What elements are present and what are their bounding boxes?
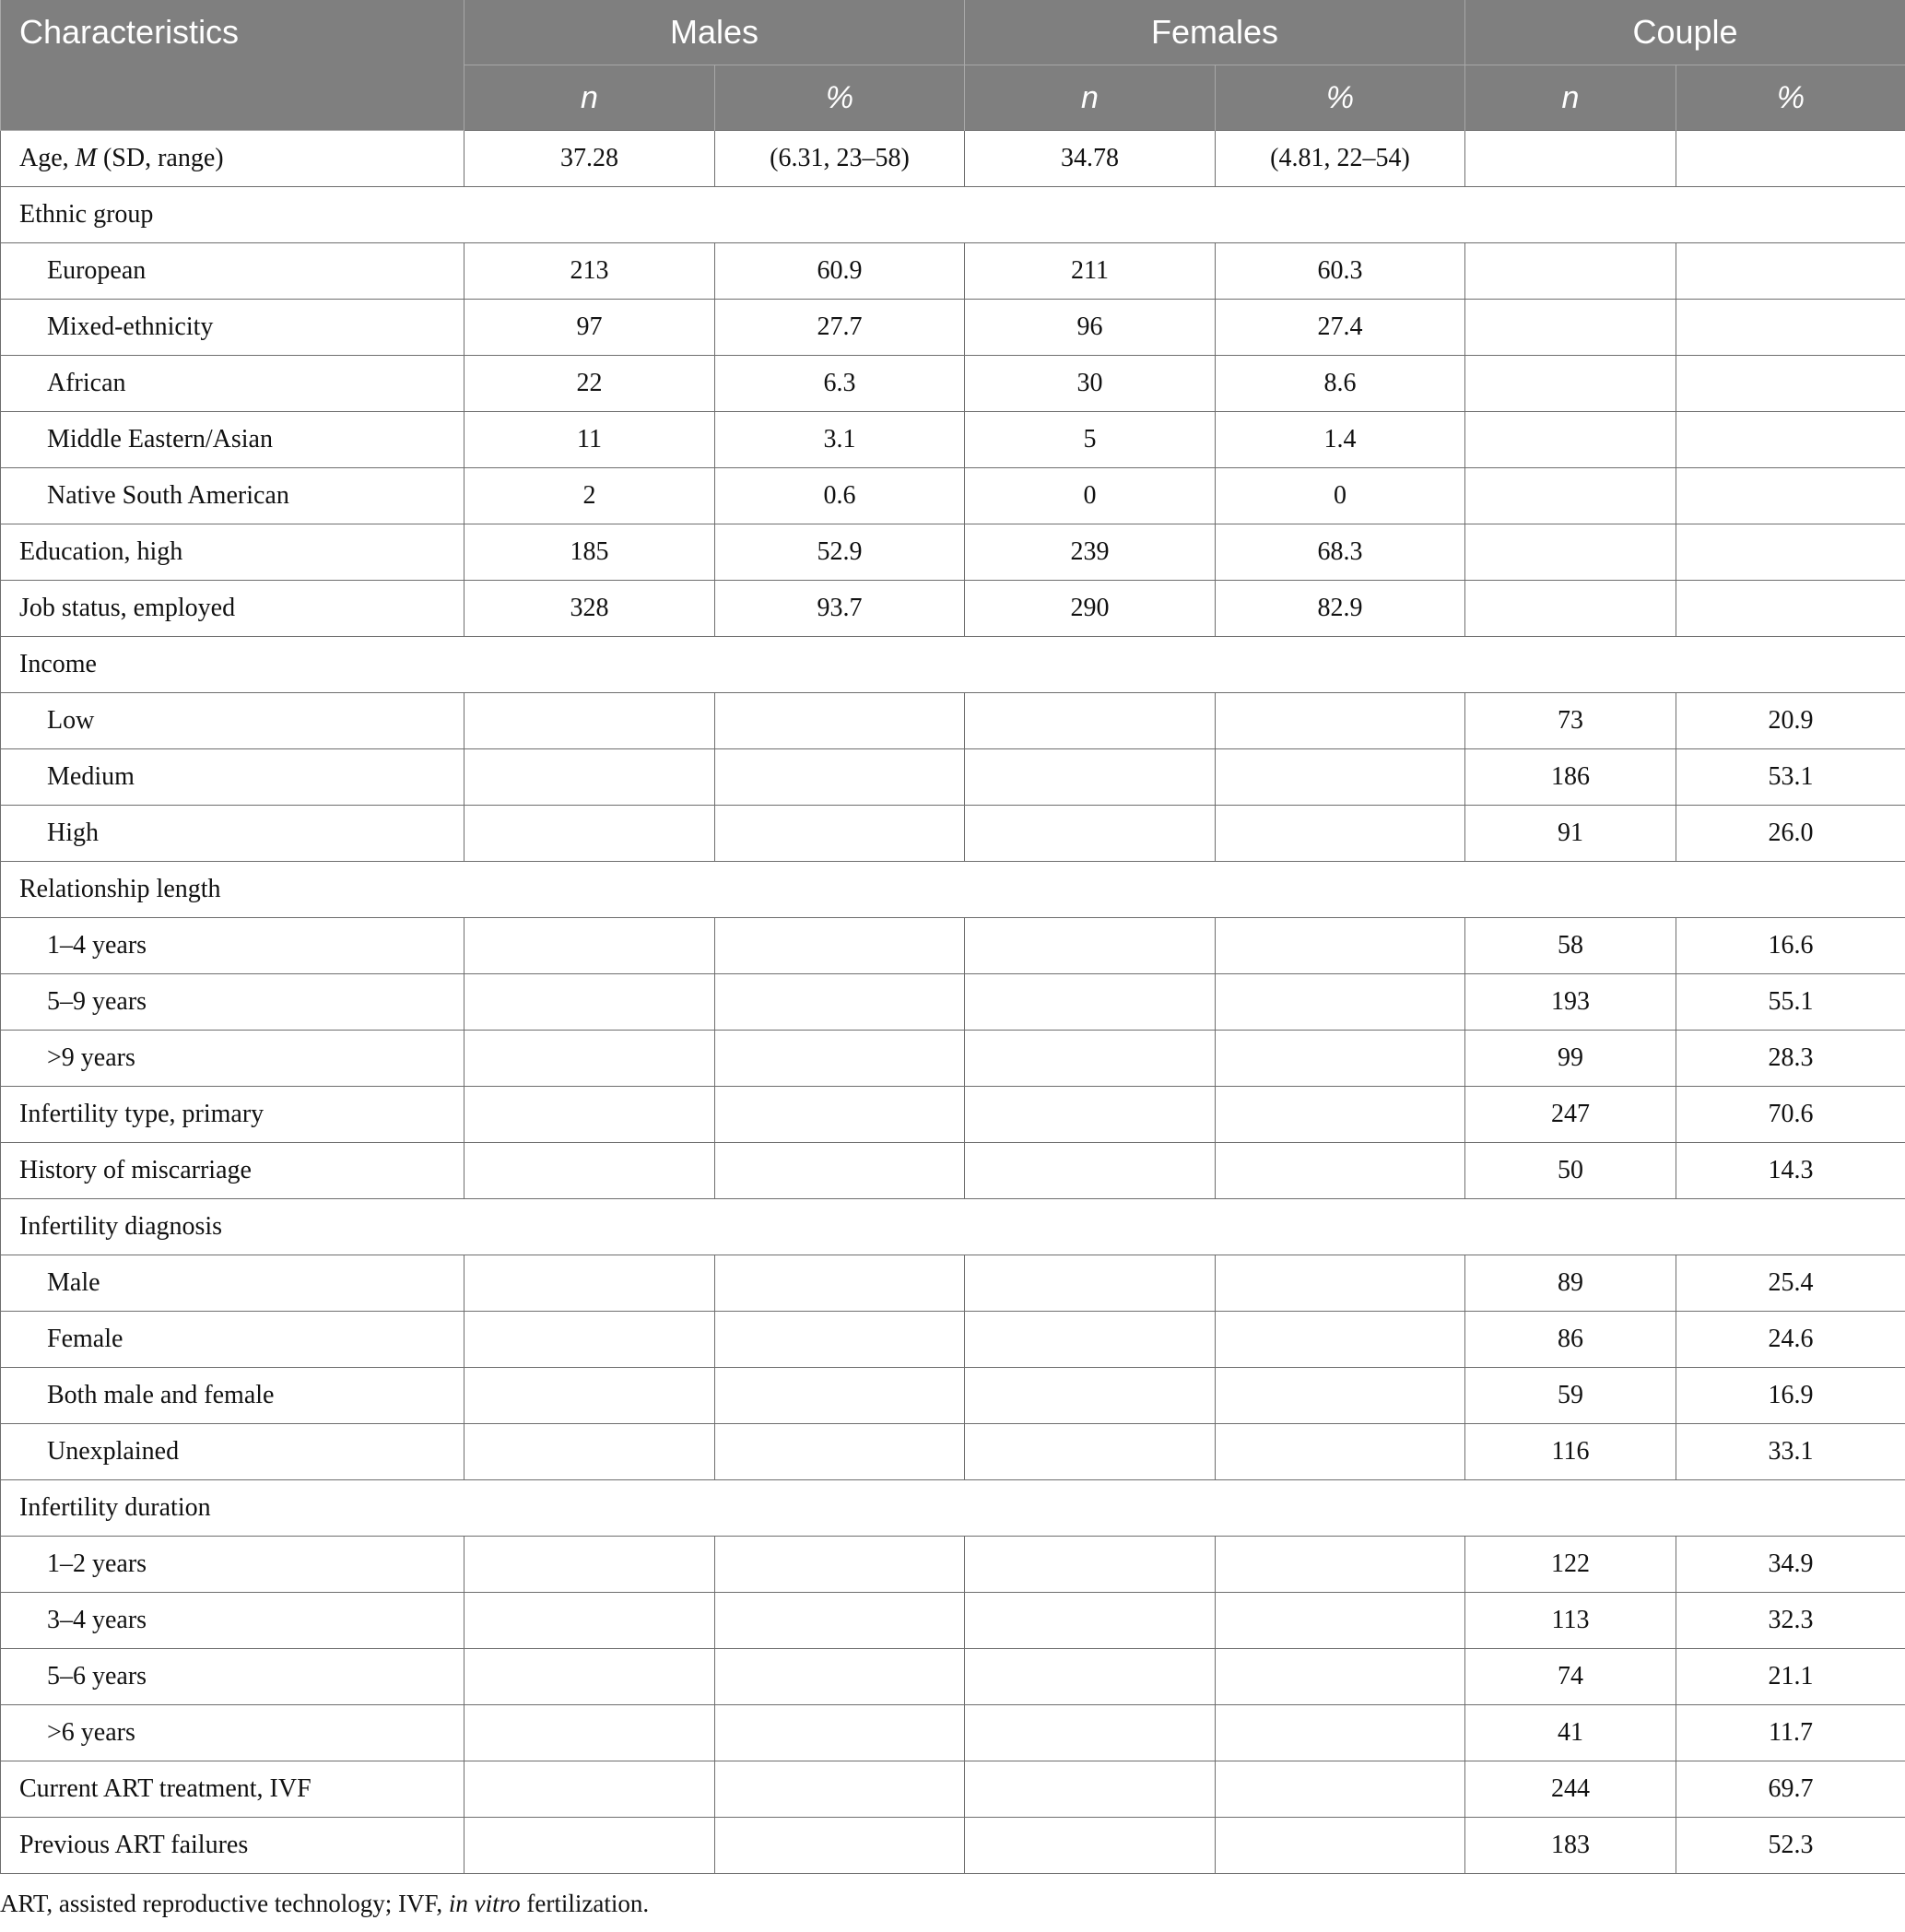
cell-males-pct: 27.7 — [715, 300, 965, 356]
cell-couple-n — [1465, 581, 1676, 637]
cell-females-pct — [1216, 1368, 1465, 1424]
cell-couple-pct — [1676, 356, 1905, 412]
cell-females-pct — [1216, 1593, 1465, 1649]
table-row — [1, 749, 1905, 806]
cell-couple-n: 113 — [1465, 1593, 1676, 1649]
row-label: >6 years — [1, 1705, 464, 1761]
table-row — [1, 1649, 1905, 1705]
cell-males-n — [464, 806, 715, 862]
cell-males-n: 185 — [464, 524, 715, 581]
header-males: Males — [464, 0, 965, 65]
cell-females-pct — [1216, 1649, 1465, 1705]
cell-females-n — [965, 1537, 1216, 1593]
cell-females-pct: 1.4 — [1216, 412, 1465, 468]
cell-couple-n: 244 — [1465, 1761, 1676, 1818]
row-label: Both male and female — [1, 1368, 464, 1424]
cell-couple-n: 74 — [1465, 1649, 1676, 1705]
cell-females-n: 290 — [965, 581, 1216, 637]
table-row — [1, 1368, 1905, 1424]
cell-females-n: 0 — [965, 468, 1216, 524]
cell-couple-pct — [1676, 581, 1905, 637]
cell-females-pct: 27.4 — [1216, 300, 1465, 356]
table-footnote — [0, 1890, 649, 1918]
cell-couple-n — [1465, 300, 1676, 356]
table-row — [1, 300, 1905, 356]
header-females-pct: % — [1216, 65, 1465, 131]
table-row — [1, 1424, 1905, 1480]
row-label-end: (SD, range) — [96, 144, 224, 172]
cell-couple-pct — [1676, 524, 1905, 581]
table-row — [1, 1087, 1905, 1143]
cell-males-pct — [715, 1031, 965, 1087]
table-row — [1, 1143, 1905, 1199]
cell-females-pct — [1216, 1143, 1465, 1199]
cell-couple-n: 86 — [1465, 1312, 1676, 1368]
cell-females-n — [965, 1368, 1216, 1424]
cell-couple-pct: 70.6 — [1676, 1087, 1905, 1143]
cell-females-pct — [1216, 1818, 1465, 1874]
cell-males-pct — [715, 974, 965, 1031]
table-row — [1, 131, 1905, 187]
table-row — [1, 187, 1905, 243]
cell-males-n — [464, 974, 715, 1031]
cell-females-pct — [1216, 1031, 1465, 1087]
cell-females-pct — [1216, 806, 1465, 862]
cell-couple-pct: 28.3 — [1676, 1031, 1905, 1087]
cell-males-n — [464, 749, 715, 806]
table-row — [1, 806, 1905, 862]
group-label: Income — [1, 637, 1905, 693]
cell-couple-pct: 26.0 — [1676, 806, 1905, 862]
cell-females-n — [965, 1087, 1216, 1143]
cell-females-pct — [1216, 974, 1465, 1031]
cell-females-pct — [1216, 1705, 1465, 1761]
cell-couple-pct — [1676, 131, 1905, 187]
cell-couple-pct: 25.4 — [1676, 1255, 1905, 1312]
cell-females-pct — [1216, 749, 1465, 806]
cell-couple-pct: 55.1 — [1676, 974, 1905, 1031]
cell-couple-pct: 24.6 — [1676, 1312, 1905, 1368]
cell-males-pct: 3.1 — [715, 412, 965, 468]
cell-males-n — [464, 1031, 715, 1087]
footnote-text-end: fertilization. — [520, 1890, 650, 1917]
cell-males-pct: 0.6 — [715, 468, 965, 524]
cell-couple-n: 247 — [1465, 1087, 1676, 1143]
cell-couple-n — [1465, 131, 1676, 187]
table-row — [1, 1199, 1905, 1255]
row-label: Medium — [1, 749, 464, 806]
cell-males-n: 328 — [464, 581, 715, 637]
cell-males-pct — [715, 1593, 965, 1649]
cell-females-n: 30 — [965, 356, 1216, 412]
cell-males-pct — [715, 806, 965, 862]
table-row — [1, 1705, 1905, 1761]
table-row — [1, 637, 1905, 693]
cell-females-n — [965, 1649, 1216, 1705]
cell-males-n — [464, 1368, 715, 1424]
cell-males-n — [464, 1705, 715, 1761]
table-row — [1, 862, 1905, 918]
row-label: Education, high — [1, 524, 464, 581]
cell-males-n — [464, 1761, 715, 1818]
header-characteristics: Characteristics — [1, 0, 464, 131]
cell-couple-pct — [1676, 300, 1905, 356]
cell-couple-n: 59 — [1465, 1368, 1676, 1424]
group-label: Infertility duration — [1, 1480, 1905, 1537]
cell-females-n: 5 — [965, 412, 1216, 468]
cell-males-n: 213 — [464, 243, 715, 300]
cell-males-n — [464, 1255, 715, 1312]
cell-couple-pct: 34.9 — [1676, 1537, 1905, 1593]
cell-couple-pct: 14.3 — [1676, 1143, 1905, 1199]
cell-males-pct: (6.31, 23–58) — [715, 131, 965, 187]
row-label-start: Age, — [19, 144, 76, 172]
row-label: 3–4 years — [1, 1593, 464, 1649]
cell-males-pct — [715, 1818, 965, 1874]
cell-males-pct — [715, 693, 965, 749]
cell-males-n — [464, 1424, 715, 1480]
cell-males-pct — [715, 1087, 965, 1143]
table-row — [1, 468, 1905, 524]
cell-females-pct: 0 — [1216, 468, 1465, 524]
row-label: Job status, employed — [1, 581, 464, 637]
cell-couple-pct: 32.3 — [1676, 1593, 1905, 1649]
group-label: Infertility diagnosis — [1, 1199, 1905, 1255]
footnote-text-italic: in vitro — [448, 1890, 521, 1917]
cell-couple-n: 73 — [1465, 693, 1676, 749]
row-label: 1–4 years — [1, 918, 464, 974]
cell-couple-n: 186 — [1465, 749, 1676, 806]
cell-females-n: 34.78 — [965, 131, 1216, 187]
table-header — [1, 0, 1905, 131]
cell-couple-pct: 16.9 — [1676, 1368, 1905, 1424]
cell-females-n — [965, 974, 1216, 1031]
table-row — [1, 1761, 1905, 1818]
table-row — [1, 1255, 1905, 1312]
cell-couple-n: 122 — [1465, 1537, 1676, 1593]
cell-couple-pct: 21.1 — [1676, 1649, 1905, 1705]
row-label: Male — [1, 1255, 464, 1312]
cell-males-pct — [715, 1368, 965, 1424]
header-females: Females — [965, 0, 1465, 65]
cell-females-pct — [1216, 1255, 1465, 1312]
cell-females-n: 96 — [965, 300, 1216, 356]
cell-males-pct: 60.9 — [715, 243, 965, 300]
cell-females-n — [965, 1761, 1216, 1818]
cell-females-n — [965, 1593, 1216, 1649]
cell-males-pct — [715, 1649, 965, 1705]
cell-couple-n — [1465, 524, 1676, 581]
cell-males-pct — [715, 749, 965, 806]
row-label: Native South American — [1, 468, 464, 524]
cell-couple-pct: 53.1 — [1676, 749, 1905, 806]
cell-males-n — [464, 1087, 715, 1143]
cell-females-pct: 82.9 — [1216, 581, 1465, 637]
table-row — [1, 1818, 1905, 1874]
cell-couple-pct: 52.3 — [1676, 1818, 1905, 1874]
cell-couple-n: 58 — [1465, 918, 1676, 974]
row-label: High — [1, 806, 464, 862]
row-label: History of miscarriage — [1, 1143, 464, 1199]
header-couple-n: n — [1465, 65, 1676, 131]
cell-females-pct: 60.3 — [1216, 243, 1465, 300]
cell-males-n: 2 — [464, 468, 715, 524]
table-row — [1, 412, 1905, 468]
row-label: Middle Eastern/Asian — [1, 412, 464, 468]
cell-males-pct — [715, 1312, 965, 1368]
cell-males-n: 11 — [464, 412, 715, 468]
cell-females-n — [965, 1143, 1216, 1199]
cell-females-n — [965, 1705, 1216, 1761]
cell-couple-n: 116 — [1465, 1424, 1676, 1480]
cell-females-n — [965, 918, 1216, 974]
cell-couple-pct: 20.9 — [1676, 693, 1905, 749]
header-males-n: n — [464, 65, 715, 131]
cell-males-pct — [715, 1705, 965, 1761]
cell-females-pct: 68.3 — [1216, 524, 1465, 581]
row-label: European — [1, 243, 464, 300]
row-label: Mixed-ethnicity — [1, 300, 464, 356]
cell-females-pct — [1216, 1537, 1465, 1593]
table-row — [1, 1031, 1905, 1087]
table-row — [1, 1312, 1905, 1368]
cell-females-pct: 8.6 — [1216, 356, 1465, 412]
cell-males-n — [464, 1818, 715, 1874]
row-label: Unexplained — [1, 1424, 464, 1480]
cell-couple-n: 183 — [1465, 1818, 1676, 1874]
cell-couple-pct: 69.7 — [1676, 1761, 1905, 1818]
cell-couple-n — [1465, 468, 1676, 524]
cell-males-pct: 52.9 — [715, 524, 965, 581]
cell-couple-pct — [1676, 243, 1905, 300]
cell-couple-n: 91 — [1465, 806, 1676, 862]
cell-couple-n: 193 — [1465, 974, 1676, 1031]
row-label — [1, 131, 464, 187]
cell-males-pct — [715, 1255, 965, 1312]
cell-females-n — [965, 1312, 1216, 1368]
cell-females-n — [965, 1255, 1216, 1312]
row-label: 5–6 years — [1, 1649, 464, 1705]
header-females-n: n — [965, 65, 1216, 131]
table-row — [1, 1480, 1905, 1537]
table-row — [1, 974, 1905, 1031]
cell-females-n — [965, 1818, 1216, 1874]
row-label: >9 years — [1, 1031, 464, 1087]
cell-couple-n — [1465, 356, 1676, 412]
cell-females-n — [965, 1031, 1216, 1087]
cell-males-pct — [715, 918, 965, 974]
cell-males-n — [464, 1593, 715, 1649]
cell-couple-n — [1465, 412, 1676, 468]
row-label: Previous ART failures — [1, 1818, 464, 1874]
cell-males-pct — [715, 1143, 965, 1199]
cell-males-n — [464, 693, 715, 749]
cell-males-n — [464, 1537, 715, 1593]
row-label: Female — [1, 1312, 464, 1368]
footnote-text-start: ART, assisted reproductive technology; IVF, — [0, 1890, 449, 1917]
header-couple-pct: % — [1676, 65, 1905, 131]
cell-females-pct — [1216, 1424, 1465, 1480]
table-row — [1, 1537, 1905, 1593]
cell-females-n: 239 — [965, 524, 1216, 581]
table-row — [1, 581, 1905, 637]
cell-females-pct — [1216, 693, 1465, 749]
row-label: African — [1, 356, 464, 412]
table-row — [1, 243, 1905, 300]
cell-females-n — [965, 749, 1216, 806]
row-label: Low — [1, 693, 464, 749]
cell-females-n — [965, 806, 1216, 862]
row-label: 1–2 years — [1, 1537, 464, 1593]
cell-females-n: 211 — [965, 243, 1216, 300]
group-label: Relationship length — [1, 862, 1905, 918]
row-label: 5–9 years — [1, 974, 464, 1031]
cell-males-pct — [715, 1424, 965, 1480]
group-label: Ethnic group — [1, 187, 1905, 243]
header-couple: Couple — [1465, 0, 1905, 65]
cell-females-n — [965, 1424, 1216, 1480]
cell-females-pct — [1216, 918, 1465, 974]
cell-males-pct — [715, 1761, 965, 1818]
cell-couple-n: 99 — [1465, 1031, 1676, 1087]
table-row — [1, 1593, 1905, 1649]
cell-males-n — [464, 1312, 715, 1368]
cell-couple-n: 89 — [1465, 1255, 1676, 1312]
cell-males-n — [464, 1143, 715, 1199]
cell-couple-n — [1465, 243, 1676, 300]
cell-males-n — [464, 918, 715, 974]
cell-males-n: 22 — [464, 356, 715, 412]
cell-females-pct — [1216, 1312, 1465, 1368]
table-row — [1, 693, 1905, 749]
cell-males-pct: 6.3 — [715, 356, 965, 412]
table-row — [1, 524, 1905, 581]
cell-females-pct — [1216, 1087, 1465, 1143]
table-row — [1, 918, 1905, 974]
cell-couple-n: 41 — [1465, 1705, 1676, 1761]
cell-couple-pct — [1676, 468, 1905, 524]
row-label-italic: M — [75, 144, 97, 172]
row-label: Infertility type, primary — [1, 1087, 464, 1143]
cell-females-n — [965, 693, 1216, 749]
cell-males-n — [464, 1649, 715, 1705]
cell-couple-pct: 33.1 — [1676, 1424, 1905, 1480]
row-label: Current ART treatment, IVF — [1, 1761, 464, 1818]
header-males-pct: % — [715, 65, 965, 131]
cell-males-n: 37.28 — [464, 131, 715, 187]
cell-couple-pct — [1676, 412, 1905, 468]
table-body — [1, 131, 1905, 1874]
cell-females-pct: (4.81, 22–54) — [1216, 131, 1465, 187]
cell-males-n: 97 — [464, 300, 715, 356]
cell-couple-pct: 11.7 — [1676, 1705, 1905, 1761]
table-row — [1, 356, 1905, 412]
cell-males-pct: 93.7 — [715, 581, 965, 637]
cell-males-pct — [715, 1537, 965, 1593]
cell-females-pct — [1216, 1761, 1465, 1818]
cell-couple-n: 50 — [1465, 1143, 1676, 1199]
cell-couple-pct: 16.6 — [1676, 918, 1905, 974]
